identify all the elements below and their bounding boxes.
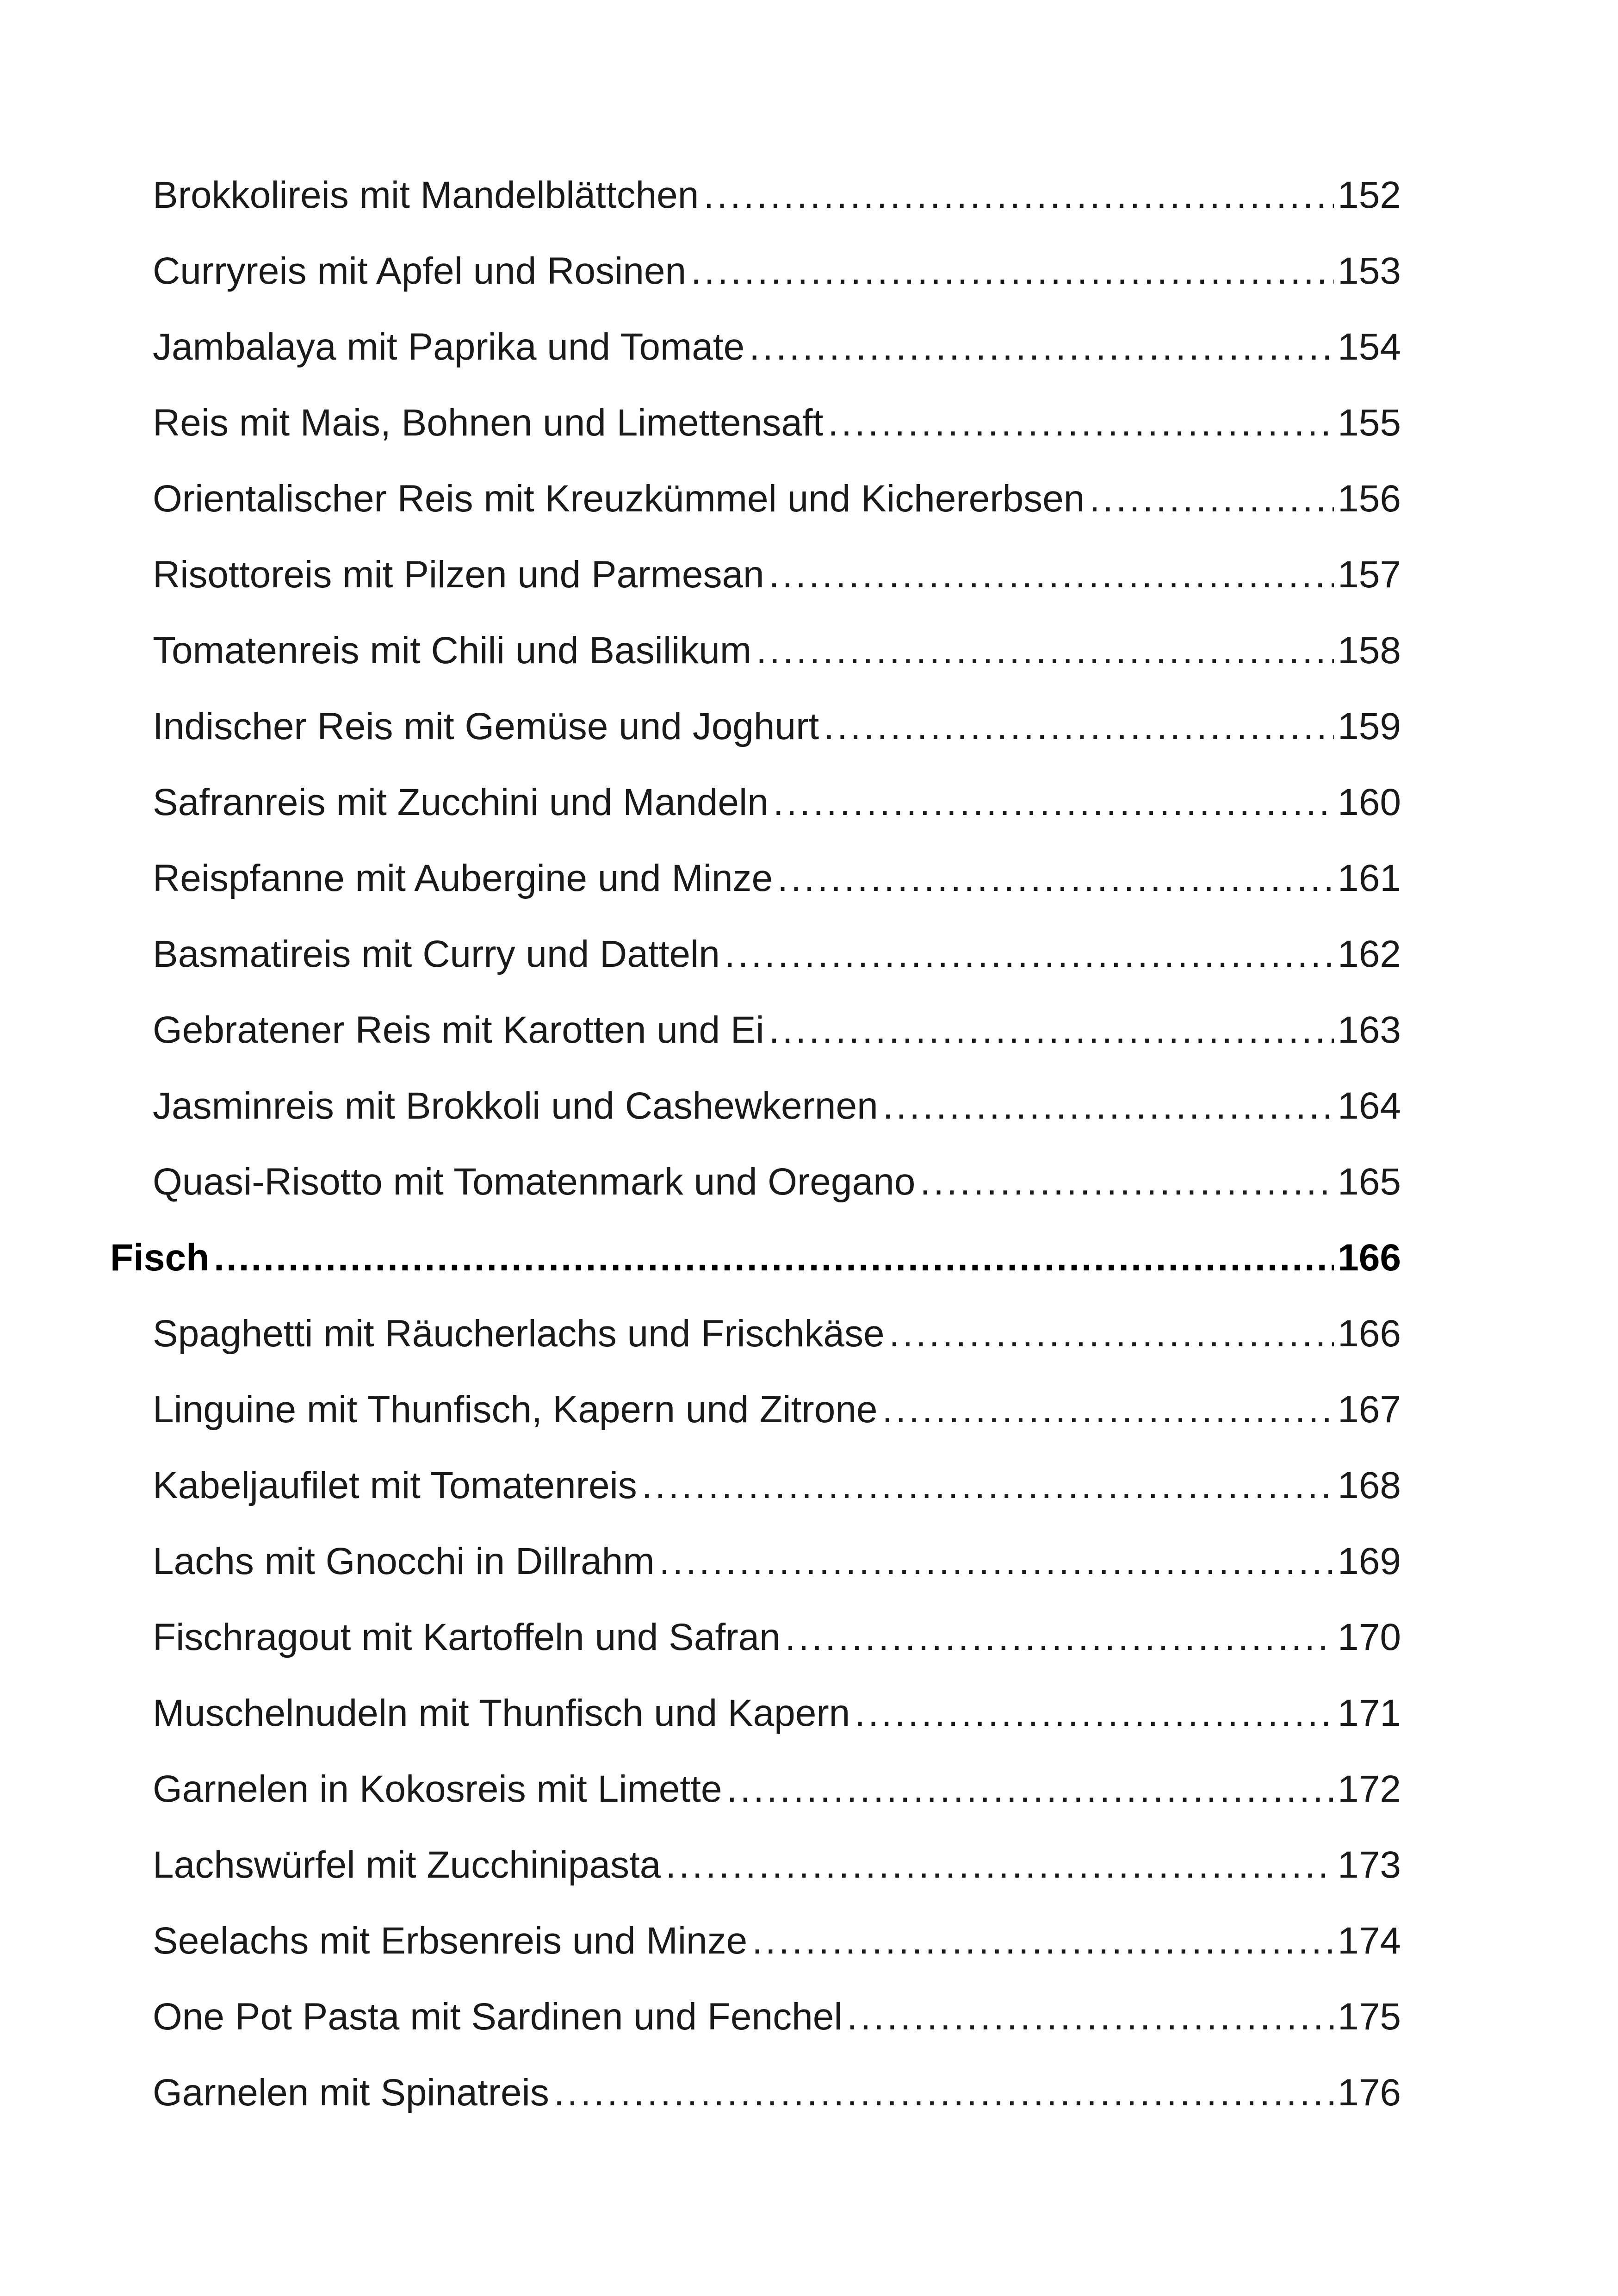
toc-entry[interactable]	[110, 1372, 1401, 1448]
toc-entry-title: One Pot Pasta mit Sardinen und Fenchel	[153, 1996, 843, 2038]
dot-leader	[642, 1448, 1334, 1524]
toc-entry[interactable]	[110, 840, 1401, 916]
dot-leader	[749, 309, 1334, 385]
dot-leader	[824, 689, 1334, 765]
toc-entry[interactable]	[110, 2055, 1401, 2131]
toc-entry[interactable]	[110, 1751, 1401, 1827]
toc-page-number: 168	[1338, 1464, 1401, 1506]
toc-entry[interactable]	[110, 1827, 1401, 1903]
dot-leader	[659, 1524, 1334, 1599]
dot-leader	[889, 1296, 1334, 1372]
toc-page-number: 171	[1338, 1692, 1401, 1734]
toc-entry-title: Indischer Reis mit Gemüse und Joghurt	[153, 705, 819, 747]
toc-entry-title: Basmatireis mit Curry und Datteln	[153, 933, 720, 975]
toc-page-number: 161	[1338, 857, 1401, 899]
dot-leader	[828, 385, 1334, 461]
toc-page-number: 167	[1338, 1388, 1401, 1431]
dot-leader	[703, 157, 1334, 233]
toc-entry-title: Spaghetti mit Räucherlachs und Frischkäse	[153, 1313, 885, 1355]
toc-entry-title: Garnelen mit Spinatreis	[153, 2072, 549, 2114]
toc-entry[interactable]	[110, 992, 1401, 1068]
toc-page-number: 158	[1338, 629, 1401, 672]
toc-page-number: 152	[1338, 174, 1401, 216]
toc-page-number: 176	[1338, 2072, 1401, 2114]
toc-entry[interactable]	[110, 1448, 1401, 1524]
toc-entry[interactable]	[110, 1675, 1401, 1751]
toc-entry[interactable]	[110, 1296, 1401, 1372]
toc-entry[interactable]	[110, 689, 1401, 765]
toc-entry-title: Quasi-Risotto mit Tomatenmark und Oregano	[153, 1161, 916, 1203]
toc-page-number: 173	[1338, 1844, 1401, 1886]
toc-entry[interactable]	[110, 916, 1401, 992]
dot-leader	[727, 1751, 1334, 1827]
toc-entry-title: Linguine mit Thunfisch, Kapern und Zitrone	[153, 1388, 878, 1431]
toc-page-number: 170	[1338, 1616, 1401, 1658]
toc-entry-title: Lachs mit Gnocchi in Dillrahm	[153, 1540, 655, 1582]
toc-page-number: 153	[1338, 250, 1401, 292]
toc-entry-title: Safranreis mit Zucchini und Mandeln	[153, 781, 769, 823]
toc-entry[interactable]	[110, 1524, 1401, 1599]
toc-entry-title: Brokkolireis mit Mandelblättchen	[153, 174, 699, 216]
toc-entry-title: Fisch	[110, 1237, 210, 1279]
toc-entry[interactable]	[110, 157, 1401, 233]
toc-entry-title: Garnelen in Kokosreis mit Limette	[153, 1768, 722, 1810]
toc-entry[interactable]	[110, 1979, 1401, 2055]
toc-entry-title: Reis mit Mais, Bohnen und Limettensaft	[153, 402, 824, 444]
toc-page-number: 169	[1338, 1540, 1401, 1582]
dot-leader	[769, 537, 1334, 613]
toc-page-number: 166	[1338, 1237, 1401, 1279]
toc-entry[interactable]	[110, 613, 1401, 689]
toc-page-number: 172	[1338, 1768, 1401, 1810]
toc-entry-title: Orientalischer Reis mit Kreuzkümmel und Kichererbsen	[153, 478, 1085, 520]
dot-leader	[1089, 461, 1334, 537]
toc-entry-title: Risottoreis mit Pilzen und Parmesan	[153, 554, 764, 596]
dot-leader	[785, 1599, 1334, 1675]
toc-entry[interactable]	[110, 1068, 1401, 1144]
toc-page-number: 166	[1338, 1313, 1401, 1355]
toc-entry-title: Curryreis mit Apfel und Rosinen	[153, 250, 687, 292]
toc-entry[interactable]	[110, 233, 1401, 309]
toc-entry[interactable]	[110, 537, 1401, 613]
dot-leader	[777, 840, 1334, 916]
toc-entry[interactable]	[110, 461, 1401, 537]
toc-page-number: 175	[1338, 1996, 1401, 2038]
toc-entry[interactable]	[110, 1144, 1401, 1220]
toc-page-number: 154	[1338, 326, 1401, 368]
toc-entry-title: Jambalaya mit Paprika und Tomate	[153, 326, 745, 368]
toc-entry-title: Gebratener Reis mit Karotten und Ei	[153, 1009, 764, 1051]
toc-page-number: 157	[1338, 554, 1401, 596]
toc-page-number: 162	[1338, 933, 1401, 975]
toc-entry-title: Lachswürfel mit Zucchinipasta	[153, 1844, 661, 1886]
dot-leader	[920, 1144, 1334, 1220]
dot-leader	[554, 2055, 1334, 2131]
toc-entry-title: Fischragout mit Kartoffeln und Safran	[153, 1616, 781, 1658]
dot-leader	[756, 613, 1334, 689]
toc-entry[interactable]	[110, 309, 1401, 385]
toc-entry-title: Reispfanne mit Aubergine und Minze	[153, 857, 773, 899]
toc-page-number: 165	[1338, 1161, 1401, 1203]
toc-section-heading[interactable]	[110, 1220, 1401, 1296]
toc-entry[interactable]	[110, 765, 1401, 840]
dot-leader	[665, 1827, 1334, 1903]
toc-page-number: 159	[1338, 705, 1401, 747]
toc-entry[interactable]	[110, 1599, 1401, 1675]
dot-leader	[883, 1068, 1334, 1144]
dot-leader	[752, 1903, 1334, 1979]
toc-entry-title: Kabeljaufilet mit Tomatenreis	[153, 1464, 637, 1506]
toc-entry-title: Tomatenreis mit Chili und Basilikum	[153, 629, 752, 672]
dot-leader	[214, 1220, 1334, 1296]
toc-page-number: 160	[1338, 781, 1401, 823]
dot-leader	[847, 1979, 1334, 2055]
dot-leader	[725, 916, 1334, 992]
toc-page-number: 163	[1338, 1009, 1401, 1051]
dot-leader	[769, 992, 1334, 1068]
toc-entry[interactable]	[110, 1903, 1401, 1979]
toc-entry-title: Seelachs mit Erbsenreis und Minze	[153, 1920, 748, 1962]
toc-entry-title: Jasminreis mit Brokkoli und Cashewkernen	[153, 1085, 878, 1127]
dot-leader	[773, 765, 1334, 840]
toc-entry-title: Muschelnudeln mit Thunfisch und Kapern	[153, 1692, 850, 1734]
toc-page-number: 174	[1338, 1920, 1401, 1962]
table-of-contents	[110, 157, 1401, 2131]
dot-leader	[855, 1675, 1334, 1751]
toc-page-number: 155	[1338, 402, 1401, 444]
toc-entry[interactable]	[110, 385, 1401, 461]
dot-leader	[882, 1372, 1334, 1448]
toc-page-number: 156	[1338, 478, 1401, 520]
dot-leader	[691, 233, 1334, 309]
toc-page-number: 164	[1338, 1085, 1401, 1127]
